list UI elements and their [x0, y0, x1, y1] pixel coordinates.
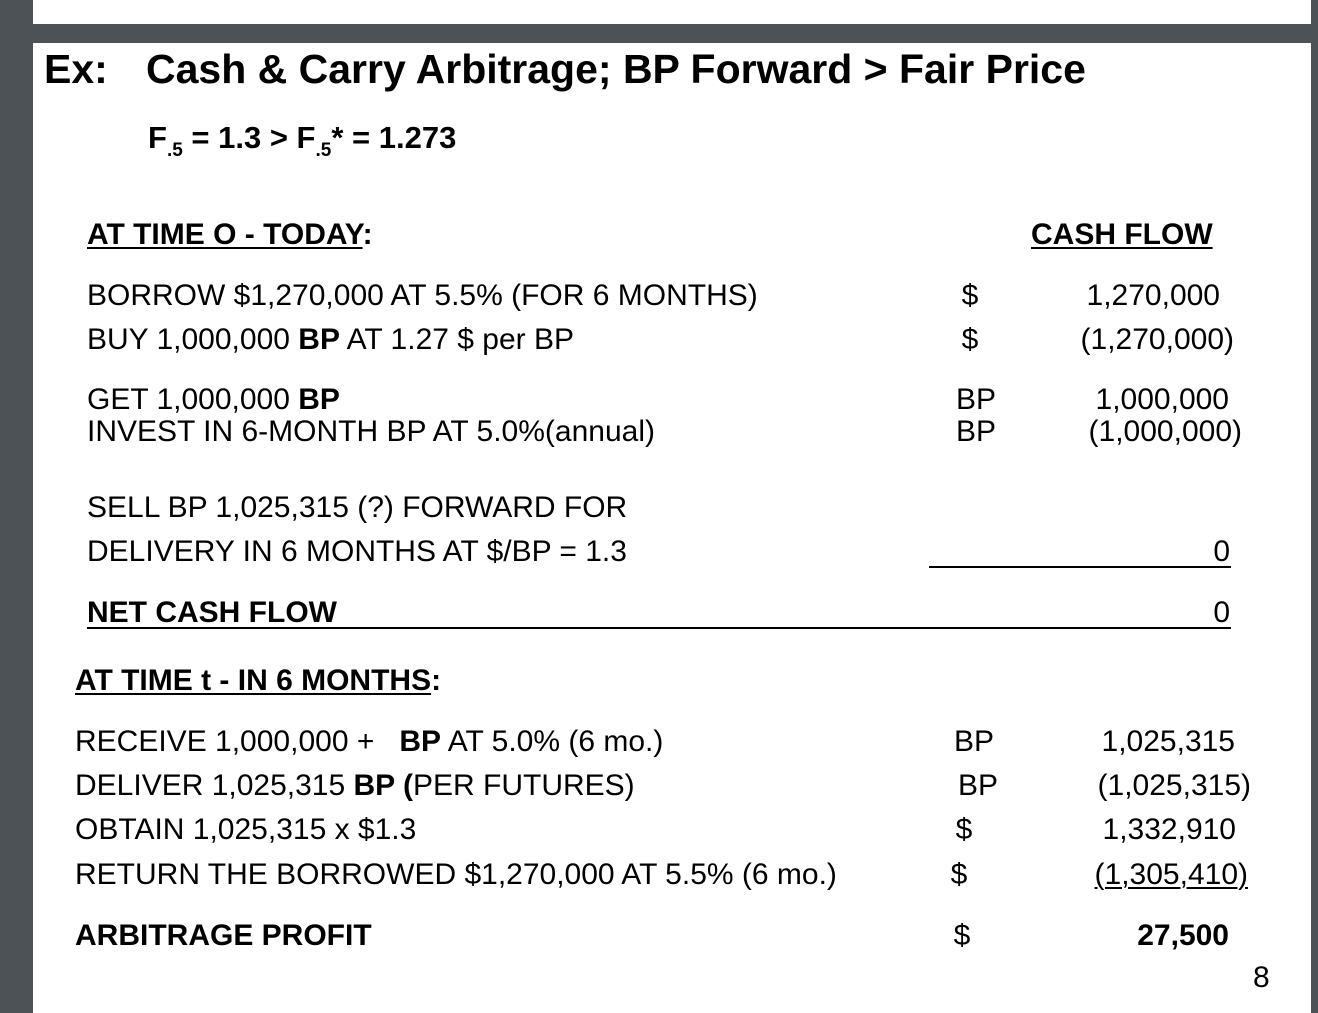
row-currency: $ [961, 323, 979, 356]
time0-heading [87, 218, 373, 252]
page-title: Cash & Carry Arbitrage; BP Forward > Fair Price [146, 46, 1086, 92]
previous-page-edge [33, 0, 1311, 24]
time0-row-delivery [87, 535, 627, 569]
row-text: BUY 1,000,000 [87, 323, 299, 356]
row-currency: $ [955, 813, 973, 846]
formula-sub1: .5 [166, 140, 183, 161]
cash-flow-header: CASH FLOW [1031, 218, 1213, 251]
net-cash-flow-rule [87, 627, 1231, 629]
row-text: BORROW $1,270,000 AT 5.5% (FOR 6 MONTHS) [87, 279, 758, 312]
subtotal-rule [929, 566, 1231, 568]
arbitrage-profit-currency: $ [953, 919, 971, 952]
row-amount: 1,025,315 [1101, 725, 1235, 758]
row-currency: BP [955, 415, 997, 448]
row-amount: 1,332,910 [1102, 813, 1236, 846]
row-amount: (1,270,000) [1080, 323, 1234, 356]
row-text: SELL BP 1,025,315 (?) FORWARD FOR [87, 491, 628, 524]
row-amount: 0 [1213, 535, 1230, 568]
formula-sub2: .5 [315, 140, 332, 161]
row-amount: (1,025,315) [1097, 769, 1251, 802]
row-amount: 1,270,000 [1086, 279, 1220, 312]
row-text: DELIVER 1,025,315 [75, 769, 354, 802]
timet-heading [75, 664, 441, 698]
timet-row-obtain [75, 813, 416, 847]
row-amount: (1,305,410) [1094, 858, 1248, 891]
row-text: AT 1.27 $ per BP [339, 323, 575, 356]
row-text-bold: BP [298, 323, 340, 356]
row-amount: (1,000,000) [1088, 415, 1242, 448]
timet-row-deliver [75, 769, 635, 803]
timet-heading-suffix: : [431, 664, 442, 697]
time0-row-get [87, 384, 340, 416]
row-currency: BP [953, 725, 995, 758]
time0-heading-text: AT TIME O - TODAY [87, 218, 363, 251]
timet-heading-text: AT TIME t - IN 6 MONTHS [75, 664, 432, 697]
row-text: GET 1,000,000 [87, 383, 299, 416]
forward-price-formula [148, 119, 457, 161]
formula-end: * = 1.273 [331, 120, 457, 155]
row-currency: $ [961, 279, 979, 312]
time0-row-sell-forward [87, 491, 627, 525]
row-text-bold: BP [298, 383, 340, 416]
row-text: AT 5.0% (6 mo.) [441, 725, 664, 758]
time0-heading-suffix: : [362, 218, 373, 251]
row-text: OBTAIN 1,025,315 x $1.3 [75, 813, 417, 846]
timet-row-return [75, 858, 837, 892]
slide-page [33, 43, 1311, 1013]
row-currency: BP [955, 383, 997, 416]
row-text-bold: BP [399, 725, 442, 758]
formula-mid: = 1.3 > F [182, 120, 316, 155]
timet-row-receive [75, 725, 663, 759]
time0-row-borrow [87, 279, 758, 313]
row-amount: 1,000,000 [1095, 383, 1229, 416]
time0-row-buy [87, 323, 574, 357]
formula-f1: F [148, 120, 167, 155]
row-currency: BP [957, 769, 999, 802]
net-cash-flow-amount: 0 [1213, 596, 1230, 629]
row-text: DELIVERY IN 6 MONTHS AT $/BP = 1.3 [87, 535, 627, 568]
time0-row-invest [87, 416, 655, 448]
row-text-bold: BP ( [353, 769, 413, 802]
row-text: RETURN THE BORROWED $1,270,000 AT 5.5% (6 mo.) [75, 858, 837, 891]
row-text: PER FUTURES) [412, 769, 635, 802]
page-number: 8 [1253, 961, 1270, 994]
title-prefix: Ex: [44, 46, 108, 92]
net-cash-flow-label: NET CASH FLOW [87, 596, 337, 629]
row-text: RECEIVE 1,000,000 + [75, 725, 400, 758]
arbitrage-profit-amount: 27,500 [1137, 919, 1229, 952]
row-currency: $ [950, 858, 968, 891]
row-text: INVEST IN 6-MONTH BP AT 5.0%(annual) [87, 415, 655, 448]
arbitrage-profit-label: ARBITRAGE PROFIT [75, 919, 372, 952]
